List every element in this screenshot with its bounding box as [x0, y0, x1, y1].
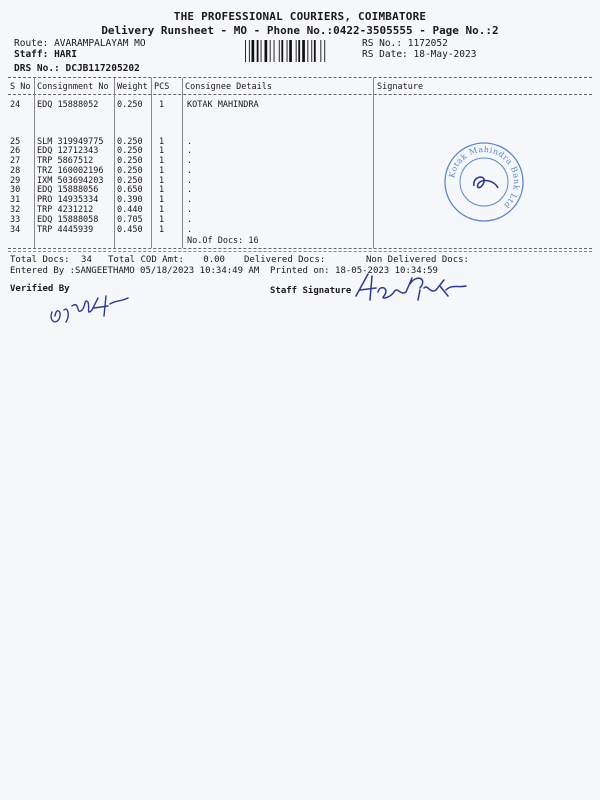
cell-sno: 31 [10, 195, 21, 205]
rs-date-label: RS Date: [362, 49, 408, 60]
total-cod-value: 0.00 [203, 255, 225, 265]
runsheet-title: Delivery Runsheet - MO - Phone No.:0422-3505555 - Page No.:2 [101, 24, 499, 37]
col-header-sno: S No [10, 82, 31, 92]
cell-pcs: 1 [159, 176, 165, 186]
staff-signature-label: Staff Signature [270, 286, 352, 296]
cell-sno: 29 [10, 176, 21, 186]
cell-weight: 0.250 [117, 156, 143, 166]
col-header-consignee: Consignee Details [185, 82, 272, 92]
rs-no-label: RS No.: [362, 38, 403, 49]
cell-pcs: 1 [159, 205, 165, 215]
cell-consignment: EDQ 12712343 [37, 146, 99, 156]
drs-line [14, 63, 140, 74]
cell-pcs: 1 [159, 195, 165, 205]
table-top-rule [8, 77, 592, 78]
cell-weight: 0.440 [117, 205, 143, 215]
non-delivered-docs: Non Delivered Docs: [366, 255, 469, 265]
cell-weight: 0.250 [117, 100, 143, 110]
total-cod-label: Total COD Amt: [108, 255, 184, 265]
rs-no-value: 1172052 [407, 38, 448, 49]
cell-weight: 0.650 [117, 185, 143, 195]
total-docs-label: Total Docs: [10, 255, 70, 265]
verifier-signature [46, 286, 136, 330]
route-line [14, 38, 146, 49]
cell-sno: 25 [10, 137, 21, 147]
cell-sno: 32 [10, 205, 21, 215]
cell-details: . [187, 156, 193, 166]
cell-details: . [187, 225, 193, 235]
cell-weight: 0.250 [117, 176, 143, 186]
cell-weight: 0.250 [117, 137, 143, 147]
cell-consignment: PRO 14935334 [37, 195, 99, 205]
cell-weight: 0.250 [117, 146, 143, 156]
cell-pcs: 1 [159, 156, 165, 166]
cell-sno: 34 [10, 225, 21, 235]
cell-weight: 0.390 [117, 195, 143, 205]
cell-pcs: 1 [159, 185, 165, 195]
cell-weight: 0.250 [117, 166, 143, 176]
staff-line [14, 49, 77, 60]
cell-details: . [187, 137, 193, 147]
cell-consignment: TRP 4445939 [37, 225, 94, 235]
cell-pcs: 1 [159, 137, 165, 147]
table-bottom-rule [8, 248, 592, 249]
cell-pcs: 1 [159, 146, 165, 156]
cell-details: . [187, 146, 193, 156]
cell-consignment: EDQ 15888058 [37, 215, 99, 225]
route-value: AVARAMPALAYAM MO [54, 38, 146, 49]
cell-sno: 26 [10, 146, 21, 156]
cell-consignment: EDQ 15888052 [37, 100, 99, 110]
col-header-pcs: PCS [154, 82, 170, 92]
total-docs-value: 34 [81, 255, 92, 265]
bank-stamp [442, 140, 526, 224]
svg-text:Kotak Mahindra Bank Ltd [447, 145, 521, 210]
total-docs [10, 255, 92, 265]
cell-details: KOTAK MAHINDRA [187, 100, 259, 110]
summary-rule [8, 251, 592, 252]
cell-details: . [187, 176, 193, 186]
table-header-rule [8, 94, 592, 95]
cell-sno: 30 [10, 185, 21, 195]
cell-details: . [187, 185, 193, 195]
cell-consignment: TRP 5867512 [37, 156, 94, 166]
cell-consignment: TRZ 160002196 [37, 166, 104, 176]
delivered-docs: Delivered Docs: [244, 255, 326, 265]
printed-on: Printed on: 18-05-2023 10:34:59 [270, 266, 438, 276]
col-header-signature: Signature [377, 82, 424, 92]
cell-details: . [187, 215, 193, 225]
cell-sno: 28 [10, 166, 21, 176]
cell-consignment: EDQ 15888056 [37, 185, 99, 195]
table-row [0, 100, 600, 111]
barcode [244, 40, 356, 62]
staff-label: Staff: [14, 49, 49, 60]
cell-sno: 24 [10, 100, 21, 110]
cell-pcs: 1 [159, 225, 165, 235]
cell-consignment: SLM 319949775 [37, 137, 104, 147]
cell-pcs: 1 [159, 215, 165, 225]
cell-consignment: TRP 4231212 [37, 205, 94, 215]
col-header-weight: Weight [117, 82, 148, 92]
cell-sno: 27 [10, 156, 21, 166]
cell-sno: 33 [10, 215, 21, 225]
table-row [0, 225, 600, 236]
col-header-consignment: Consignment No [37, 82, 109, 92]
staff-signature [350, 266, 472, 306]
staff-value: HARI [54, 49, 77, 60]
cell-pcs: 1 [159, 166, 165, 176]
route-label: Route: [14, 38, 49, 49]
drs-value: DCJB117205202 [65, 63, 140, 74]
entered-by: Entered By :SANGEETHAMO 05/18/2023 10:34:49 AM [10, 266, 260, 276]
verified-by-label: Verified By [10, 284, 70, 294]
total-cod [108, 255, 225, 265]
cell-details: . [187, 166, 193, 176]
cell-weight: 0.450 [117, 225, 143, 235]
cell-weight: 0.705 [117, 215, 143, 225]
cell-consignment: IXM 503694203 [37, 176, 104, 186]
rs-date-value: 18-May-2023 [413, 49, 477, 60]
no-of-docs: No.Of Docs: 16 [187, 236, 259, 246]
drs-label: DRS No.: [14, 63, 60, 74]
rs-no-line [362, 38, 448, 49]
cell-details: . [187, 205, 193, 215]
company-title: THE PROFESSIONAL COURIERS, COIMBATORE [173, 10, 427, 23]
cell-details: . [187, 195, 193, 205]
rs-date-line [362, 49, 476, 60]
cell-pcs: 1 [159, 100, 165, 110]
stamp-text: Kotak Mahindra Bank Ltd [447, 144, 522, 211]
